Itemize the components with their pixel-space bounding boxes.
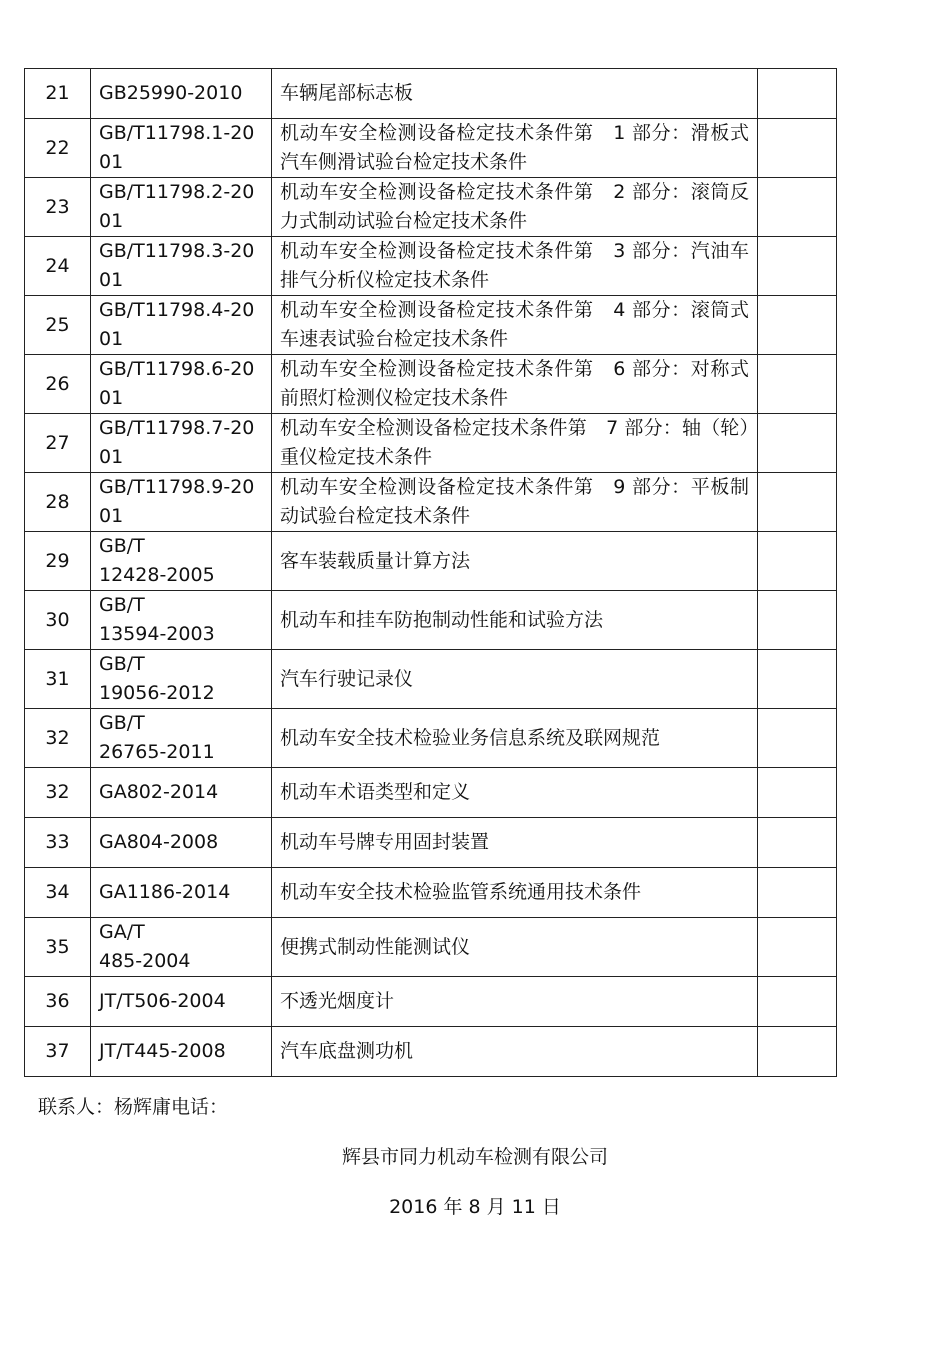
standard-name: 机动车安全检测设备检定技术条件第 7 部分：轴（轮）重仪检定技术条件	[272, 414, 758, 473]
table-row	[25, 818, 837, 868]
empty-cell	[758, 237, 837, 296]
document-date: 2016 年 8 月 11 日	[389, 1196, 561, 1218]
empty-cell	[758, 414, 837, 473]
standards-table	[24, 68, 837, 1077]
company-name: 辉县市同力机动车检测有限公司	[341, 1146, 608, 1168]
standard-name: 客车装载质量计算方法	[272, 532, 758, 591]
standard-code: GB/T11798.1-2001	[91, 119, 272, 178]
empty-cell	[758, 178, 837, 237]
empty-cell	[758, 119, 837, 178]
empty-cell	[758, 473, 837, 532]
contact-line: 联系人：杨辉庸电话：	[38, 1096, 229, 1118]
row-number: 28	[25, 473, 91, 532]
empty-cell	[758, 1027, 837, 1077]
empty-cell	[758, 532, 837, 591]
standard-name: 机动车安全检测设备检定技术条件第 2 部分：滚筒反力式制动试验台检定技术条件	[272, 178, 758, 237]
standard-name: 汽车底盘测功机	[272, 1027, 758, 1077]
table-row	[25, 1027, 837, 1077]
table-row	[25, 473, 837, 532]
standard-code: GB/T 13594-2003	[91, 591, 272, 650]
standard-name: 机动车和挂车防抱制动性能和试验方法	[272, 591, 758, 650]
standard-name: 机动车安全检测设备检定技术条件第 9 部分：平板制动试验台检定技术条件	[272, 473, 758, 532]
standard-name: 不透光烟度计	[272, 977, 758, 1027]
table-row	[25, 591, 837, 650]
standard-code: JT/T445-2008	[91, 1027, 272, 1077]
standard-name: 车辆尾部标志板	[272, 69, 758, 119]
empty-cell	[758, 69, 837, 119]
row-number: 23	[25, 178, 91, 237]
empty-cell	[758, 977, 837, 1027]
table-row	[25, 237, 837, 296]
row-number: 36	[25, 977, 91, 1027]
table-row	[25, 296, 837, 355]
table-row	[25, 178, 837, 237]
standard-name: 便携式制动性能测试仪	[272, 918, 758, 977]
row-number: 25	[25, 296, 91, 355]
table-row	[25, 868, 837, 918]
standard-name: 机动车安全技术检验业务信息系统及联网规范	[272, 709, 758, 768]
standard-name: 机动车安全检测设备检定技术条件第 4 部分：滚筒式车速表试验台检定技术条件	[272, 296, 758, 355]
empty-cell	[758, 918, 837, 977]
table-row	[25, 918, 837, 977]
standard-code: JT/T506-2004	[91, 977, 272, 1027]
standard-name: 机动车安全检测设备检定技术条件第 6 部分：对称式前照灯检测仪检定技术条件	[272, 355, 758, 414]
row-number: 29	[25, 532, 91, 591]
standard-name: 机动车安全检测设备检定技术条件第 1 部分：滑板式汽车侧滑试验台检定技术条件	[272, 119, 758, 178]
row-number: 24	[25, 237, 91, 296]
standard-code: GB/T 12428-2005	[91, 532, 272, 591]
row-number: 35	[25, 918, 91, 977]
standard-code: GB/T 19056-2012	[91, 650, 272, 709]
row-number: 31	[25, 650, 91, 709]
standard-code: GB25990-2010	[91, 69, 272, 119]
standard-name: 汽车行驶记录仪	[272, 650, 758, 709]
standard-name: 机动车安全检测设备检定技术条件第 3 部分：汽油车排气分析仪检定技术条件	[272, 237, 758, 296]
row-number: 32	[25, 709, 91, 768]
empty-cell	[758, 868, 837, 918]
standard-name: 机动车术语类型和定义	[272, 768, 758, 818]
table-row	[25, 650, 837, 709]
standard-code: GB/T 26765-2011	[91, 709, 272, 768]
standard-name: 机动车号牌专用固封装置	[272, 818, 758, 868]
empty-cell	[758, 709, 837, 768]
table-row	[25, 355, 837, 414]
standard-code: GB/T11798.3-2001	[91, 237, 272, 296]
table-row	[25, 768, 837, 818]
empty-cell	[758, 355, 837, 414]
table-row	[25, 532, 837, 591]
standard-code: GB/T11798.7-2001	[91, 414, 272, 473]
row-number: 22	[25, 119, 91, 178]
row-number: 33	[25, 818, 91, 868]
table-row	[25, 414, 837, 473]
empty-cell	[758, 650, 837, 709]
table-row	[25, 69, 837, 119]
table-row	[25, 977, 837, 1027]
standard-code: GB/T11798.6-2001	[91, 355, 272, 414]
standard-code: GA/T 485-2004	[91, 918, 272, 977]
standard-name: 机动车安全技术检验监管系统通用技术条件	[272, 868, 758, 918]
row-number: 32	[25, 768, 91, 818]
empty-cell	[758, 818, 837, 868]
row-number: 26	[25, 355, 91, 414]
standard-code: GB/T11798.9-2001	[91, 473, 272, 532]
empty-cell	[758, 768, 837, 818]
empty-cell	[758, 296, 837, 355]
standard-code: GB/T11798.2-2001	[91, 178, 272, 237]
empty-cell	[758, 591, 837, 650]
standard-code: GA802-2014	[91, 768, 272, 818]
row-number: 27	[25, 414, 91, 473]
row-number: 30	[25, 591, 91, 650]
standard-code: GA1186-2014	[91, 868, 272, 918]
standard-code: GA804-2008	[91, 818, 272, 868]
row-number: 21	[25, 69, 91, 119]
standard-code: GB/T11798.4-2001	[91, 296, 272, 355]
row-number: 37	[25, 1027, 91, 1077]
table-row	[25, 119, 837, 178]
row-number: 34	[25, 868, 91, 918]
table-row	[25, 709, 837, 768]
